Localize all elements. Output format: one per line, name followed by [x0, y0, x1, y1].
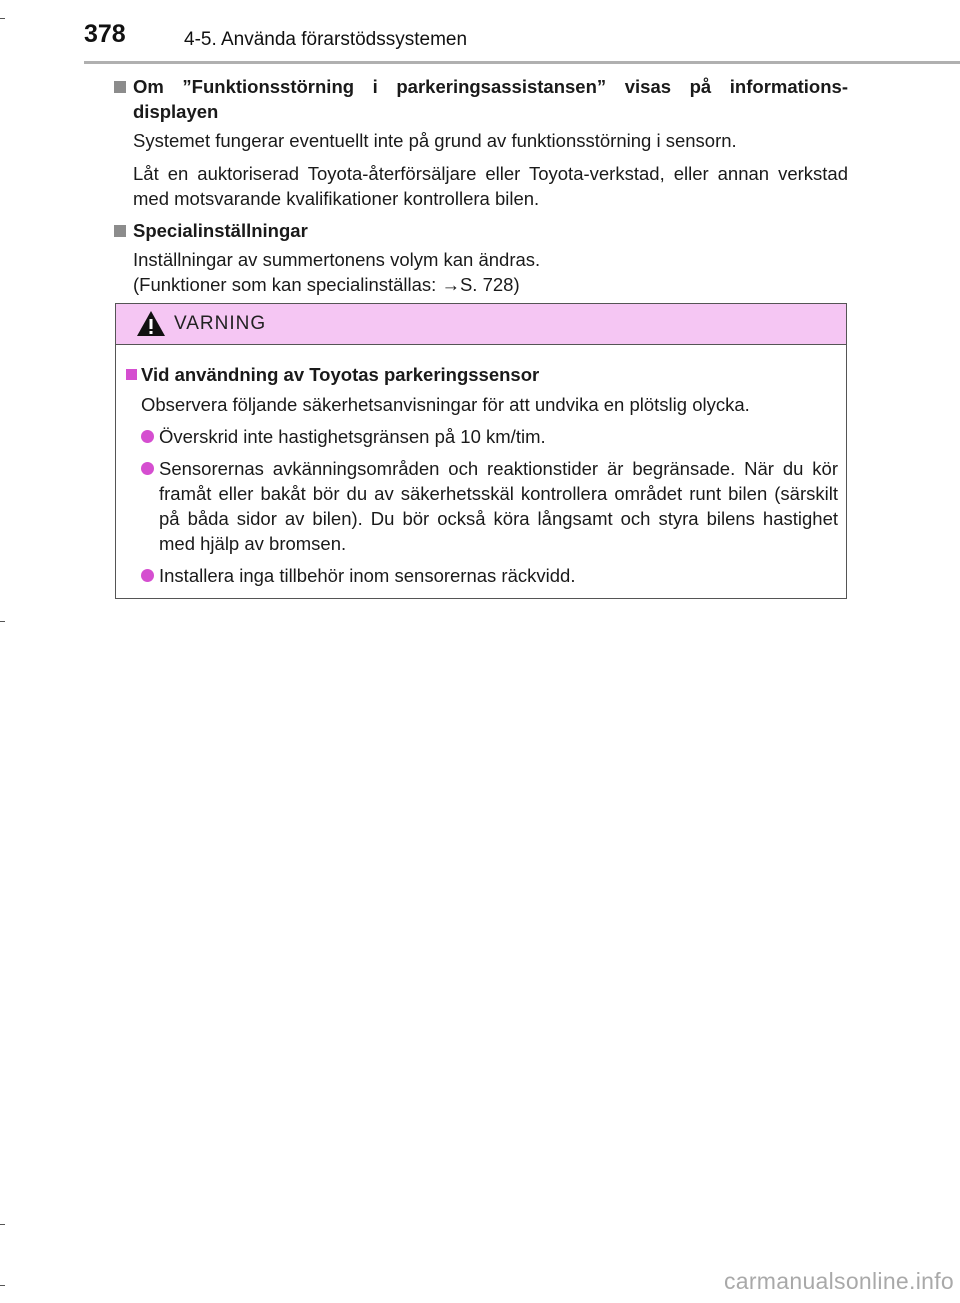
- square-bullet-icon: [114, 81, 126, 93]
- page-number: 378: [84, 20, 126, 48]
- crop-mark: [0, 1285, 5, 1286]
- watermark: carmanualsonline.info: [723, 1268, 954, 1294]
- crop-mark: [0, 621, 5, 622]
- page-header: [0, 0, 960, 70]
- square-bullet-icon: [126, 369, 137, 380]
- warning-bullet-text: Sensorernas avkänningsområden och reaktionstider är begränsade. När du kör framåt eller bakåt bör du av säkerhetsskäl kontrollera området runt bilen (särskilt på båda sidor av bilen). Du bör också köra långsamt och styra bilens hastighet med hjälp av bromsen.: [159, 458, 838, 554]
- round-bullet-icon: [141, 430, 154, 443]
- warning-bullet-item: [126, 563, 838, 588]
- item-heading: [114, 74, 848, 124]
- paragraph: Inställningar av summertonens volym kan ändras.: [133, 249, 541, 270]
- paragraph: (Funktioner som kan specialinställas: →S. 728): [133, 274, 520, 295]
- paragraph: Låt en auktoriserad Toyota-återförsäljare eller Toyota-verkstad, eller annan verkstad med motsvarande kvalifikationer kontrollera bilen.: [133, 163, 848, 209]
- round-bullet-icon: [141, 569, 154, 582]
- warning-heading: [126, 362, 838, 387]
- warning-bullet-item: [126, 456, 838, 556]
- info-item: [114, 218, 848, 297]
- info-item: [114, 74, 848, 211]
- warning-bullet-text: Installera inga tillbehör inom sensorernas räckvidd.: [159, 565, 576, 586]
- section-title: 4-5. Använda förarstödssystemen: [184, 29, 468, 50]
- paragraph: Systemet fungerar eventuellt inte på grund av funktionsstörning i sensorn.: [133, 130, 737, 151]
- crop-mark: [0, 1224, 5, 1225]
- warning-bullet-item: [126, 424, 838, 449]
- header-divider: [84, 61, 960, 64]
- item-heading-text: Specialinställningar: [133, 220, 308, 241]
- warning-box: [115, 303, 847, 599]
- warning-intro: Observera följande säkerhetsanvisningar för att undvika en plötslig olycka.: [141, 394, 750, 415]
- warning-bullet-text: Överskrid inte hastighetsgränsen på 10 km/tim.: [159, 426, 546, 447]
- round-bullet-icon: [141, 462, 154, 475]
- square-bullet-icon: [114, 225, 126, 237]
- warning-body: [116, 345, 846, 588]
- warning-title: VARNING: [174, 313, 267, 334]
- crop-mark: [0, 18, 5, 19]
- warning-heading-text: Vid användning av Toyotas parkeringssensor: [141, 364, 540, 385]
- item-heading: [114, 218, 848, 243]
- main-content: [114, 74, 848, 304]
- warning-triangle-icon: [136, 310, 166, 337]
- warning-header: [116, 304, 846, 345]
- item-heading-text: Om ”Funktionsstörning i parkeringsassistansen” visas på informations-displayen: [133, 76, 848, 122]
